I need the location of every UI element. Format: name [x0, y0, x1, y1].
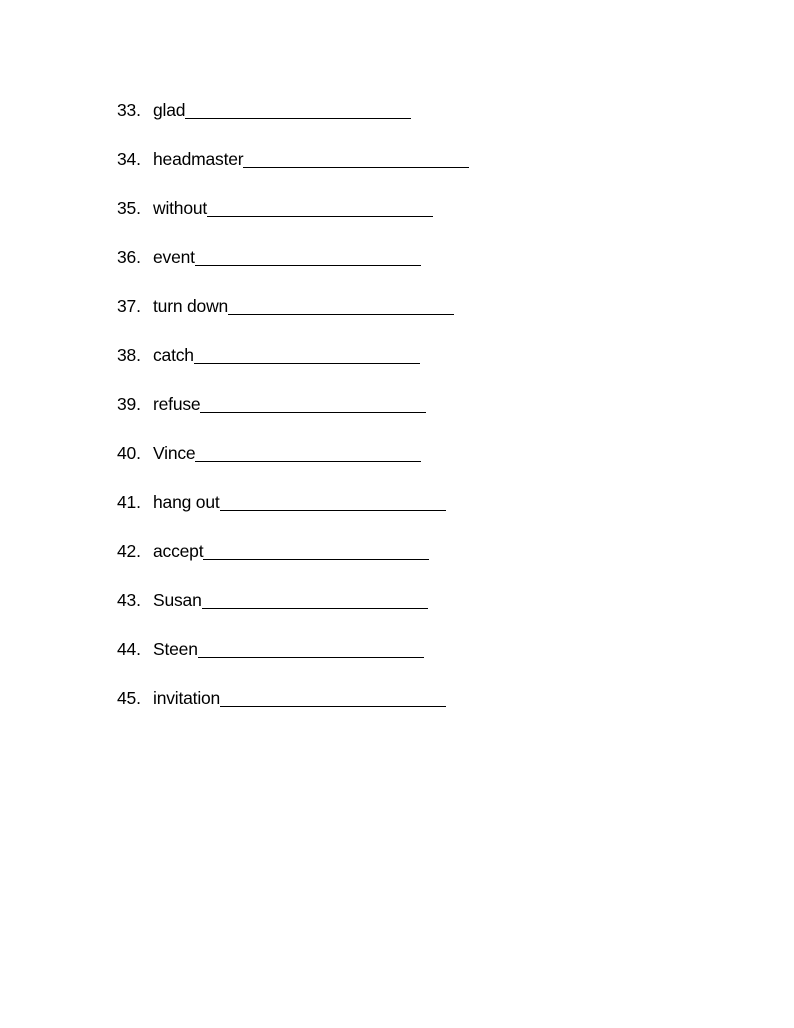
item-word: Susan	[153, 590, 202, 610]
item-word: Vince	[153, 443, 196, 463]
item-word: turn down	[153, 296, 229, 316]
item-number: 42.	[117, 541, 141, 561]
list-item	[117, 539, 469, 588]
item-word: invitation	[153, 688, 221, 708]
item-number: 35.	[117, 198, 141, 218]
list-item	[117, 294, 469, 343]
list-item	[117, 147, 469, 196]
item-number: 36.	[117, 247, 141, 267]
item-word: catch	[153, 345, 194, 365]
list-item	[117, 98, 469, 147]
answer-blank[interactable]	[220, 490, 446, 511]
answer-blank[interactable]	[195, 441, 421, 462]
item-word: event	[153, 247, 195, 267]
item-number: 43.	[117, 590, 141, 610]
item-word: without	[153, 198, 208, 218]
list-item	[117, 343, 469, 392]
item-number: 39.	[117, 394, 141, 414]
item-number: 44.	[117, 639, 141, 659]
item-word: Steen	[153, 639, 198, 659]
answer-blank[interactable]	[194, 343, 420, 364]
answer-blank[interactable]	[228, 294, 454, 315]
item-number: 38.	[117, 345, 141, 365]
answer-blank[interactable]	[203, 539, 429, 560]
list-item	[117, 490, 469, 539]
item-word: refuse	[153, 394, 201, 414]
item-word: hang out	[153, 492, 220, 512]
item-number: 37.	[117, 296, 141, 316]
item-word: accept	[153, 541, 204, 561]
answer-blank[interactable]	[200, 392, 426, 413]
answer-blank[interactable]	[243, 147, 469, 168]
list-item	[117, 686, 469, 735]
list-item	[117, 637, 469, 686]
vocabulary-list	[117, 98, 469, 735]
list-item	[117, 441, 469, 490]
answer-blank[interactable]	[185, 98, 411, 119]
item-number: 33.	[117, 100, 141, 120]
item-number: 41.	[117, 492, 141, 512]
answer-blank[interactable]	[202, 588, 428, 609]
list-item	[117, 245, 469, 294]
item-number: 40.	[117, 443, 141, 463]
answer-blank[interactable]	[207, 196, 433, 217]
answer-blank[interactable]	[198, 637, 424, 658]
answer-blank[interactable]	[220, 686, 446, 707]
list-item	[117, 392, 469, 441]
answer-blank[interactable]	[195, 245, 421, 266]
item-number: 45.	[117, 688, 141, 708]
item-number: 34.	[117, 149, 141, 169]
item-word: glad	[153, 100, 186, 120]
list-item	[117, 196, 469, 245]
list-item	[117, 588, 469, 637]
item-word: headmaster	[153, 149, 244, 169]
